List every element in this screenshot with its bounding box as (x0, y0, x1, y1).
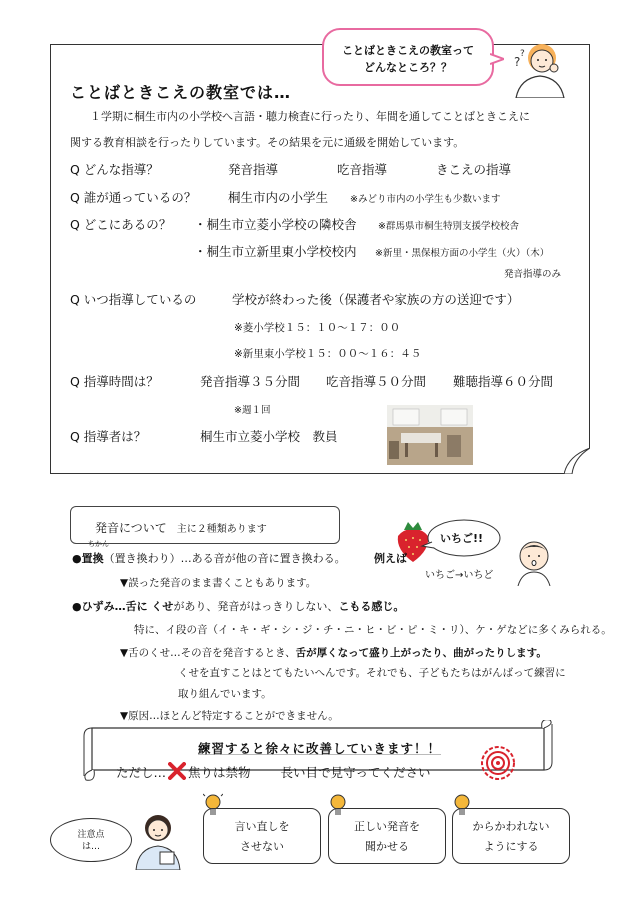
attention-line-1: 注意点 (77, 830, 105, 840)
qa-time-question: Q 指導時間は？ (70, 374, 159, 389)
classroom-photo (387, 405, 473, 465)
qa-time-note: ※週１回 (234, 405, 271, 416)
substitution-title: ●置換 (72, 552, 104, 565)
tip-box-1 (203, 808, 321, 864)
qa-when-time-1: ※菱小学校１５：１０～１７：００ (234, 322, 401, 334)
ichigo-speech-text: いちご!! (440, 532, 484, 545)
boy-illustration (512, 538, 556, 586)
banner-title: 練習すると徐々に改善していきます！！ (198, 741, 442, 756)
qa-where-question: Q どこにあるの？ (70, 217, 172, 232)
qa-what-question: Q どんな指導？ (70, 162, 159, 177)
thinking-girl-illustration (512, 38, 568, 98)
distortion-line (72, 598, 404, 614)
teacher-illustration (130, 808, 186, 870)
qa-teacher-question: Q 指導者は？ (70, 429, 147, 444)
red-flower-icon (480, 745, 516, 781)
qa-who-question: Q 誰が通っているの？ (70, 190, 197, 205)
distortion-line-5: 取り組んでいます。 (178, 688, 272, 700)
tip-1-line-1: 言い直しを (234, 820, 290, 833)
tip-3-line-1: からかわれない (472, 820, 550, 833)
distortion-title: ●ひずみ…舌に くせ (72, 600, 174, 613)
qa-when-answer: 学校が終わった後（保護者や家族の方の送迎です） (232, 292, 520, 307)
distortion-line-3b: 舌が厚くなって盛り上がったり、曲がったりします。 (295, 647, 547, 659)
banner-line (116, 762, 431, 781)
qa-when-question: Q いつ指導しているの (70, 292, 197, 307)
speech-tail-icon (490, 52, 504, 66)
qa-teacher-answer: 桐生市立菱小学校 教員 (200, 429, 338, 444)
section-subtitle: 主に２種類あります (176, 524, 267, 535)
speech-line-1: ことばときこえの教室って (342, 44, 474, 57)
substitution-line (72, 550, 346, 566)
intro-line-1: １学期に桐生市内の小学校へ言語・聴力検査に行ったり、年間を通してことばときこえに (90, 110, 530, 123)
intro-text (70, 104, 570, 156)
distortion-line-2: 特に、イ段の音（イ・キ・ギ・シ・ジ・チ・ニ・ヒ・ビ・ピ・ミ・リ）、ケ・ゲなどに多くみられる。 (134, 624, 612, 636)
svg-text:?: ? (514, 55, 521, 69)
tip-3-line-2: ようにする (483, 840, 539, 853)
question-speech-bubble (322, 28, 494, 86)
banner-however: ただし… (116, 765, 167, 780)
qa-what-answer-3: きこえの指導 (436, 162, 512, 177)
substitution-note: ▼誤った発音のまま書くこともあります。 (120, 577, 317, 589)
tip-1-line-2: させない (240, 840, 284, 853)
substitution-ruby (62, 539, 109, 549)
distortion-bold: こもる感じ。 (338, 600, 405, 613)
tip-box-2 (328, 808, 446, 864)
red-x-icon (168, 762, 186, 780)
qa-where-note-2: ※新里・黒保根方面の小学生（火）（木） (375, 248, 550, 259)
qa-who-note: ※みどり市内の小学生も少数います (350, 194, 501, 205)
svg-text:?: ? (520, 49, 525, 59)
qa-what-answer-2: 吃音指導 (337, 162, 388, 177)
qa-time-answer-2: 吃音指導５０分間 (326, 374, 427, 389)
distortion-line-4: くせを直すことはとてもたいへんです。それでも、子どもたちはがんばって練習に (178, 667, 566, 679)
cause-line: ▼原因…ほとんど特定することができません。 (120, 710, 339, 722)
qa-what-answer-1: 発音指導 (228, 162, 279, 177)
page-fold-decoration (564, 448, 590, 474)
speech-line-2: どんなところ？？ (364, 61, 452, 74)
qa-where-answer-1: ・桐生市立菱小学校の隣校舎 (194, 217, 357, 232)
page-title: ことばときこえの教室では… (70, 83, 292, 102)
qa-where-note-1: ※群馬県市桐生特別支援学校校舎 (378, 221, 519, 232)
substitution-desc: （置き換わり）…ある音が他の音に置き換わる。 (103, 552, 346, 565)
distortion-line-3a: ▼舌のくせ…その音を発音するとき、 (120, 647, 296, 659)
distortion-desc: があり、発音がはっきりしない、 (173, 600, 339, 613)
attention-bubble (50, 818, 132, 862)
attention-line-2: は… (81, 842, 100, 852)
qa-time-answer-3: 難聴指導６０分間 (453, 374, 554, 389)
intro-line-2: 関する教育相談を行ったりしています。その結果を元に通級を開始しています。 (70, 136, 465, 149)
pronunciation-section-title (70, 506, 340, 544)
qa-time-answer-1: 発音指導３５分間 (200, 374, 301, 389)
substitution-example-label: 例えば (374, 552, 407, 565)
tip-box-3 (452, 808, 570, 864)
section-title-text: 発音について (95, 521, 167, 535)
qa-where-answer-2: ・桐生市立新里東小学校校内 (194, 244, 357, 259)
banner-watch: 長い目で見守ってください (280, 765, 431, 780)
qa-who-answer: 桐生市内の小学生 (228, 190, 329, 205)
distortion-line-3 (120, 645, 547, 660)
tip-2-line-2: 聞かせる (365, 840, 409, 853)
qa-where-note-3: 発音指導のみ (504, 269, 562, 280)
ichigo-change-text: いちご→いちど (425, 570, 494, 581)
tip-2-line-1: 正しい発音を (354, 820, 420, 833)
banner-no-rush: 焦りは禁物 (188, 765, 251, 780)
qa-when-time-2: ※新里東小学校１５：００～１６：４５ (234, 348, 422, 360)
substitution-ruby-text: ちかん (88, 540, 109, 548)
